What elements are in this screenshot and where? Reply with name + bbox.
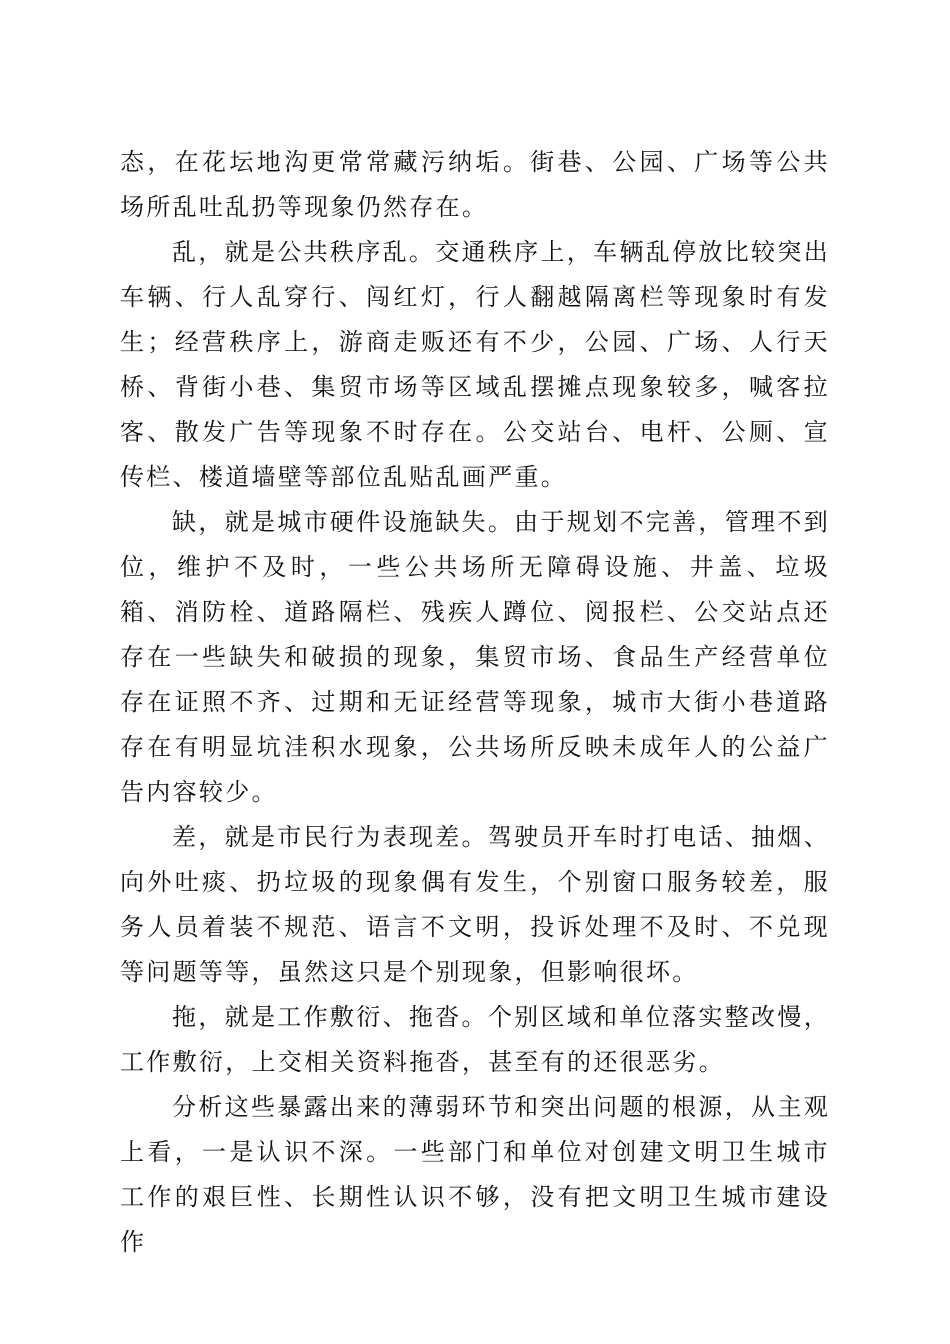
paragraph-luan: 乱，就是公共秩序乱。交通秩序上，车辆乱停放比较突出车辆、行人乱穿行、闯红灯，行人翻越隔离栏等现象时有发生；经营秩序上，游商走贩还有不少，公园、广场、人行天桥、背街小巷、集贸市场等区域乱摆摊点现象较多，喊客拉客、散发广告等现象不时存在。公交站台、电杆、公厕、宣传栏、楼道墙壁等部位乱贴乱画严重。 [120, 238, 830, 491]
paragraph-cha: 差，就是市民行为表现差。驾驶员开车时打电话、抽烟、向外吐痰、扔垃圾的现象偶有发生，个别窗口服务较差，服务人员着装不规范、语言不文明，投诉处理不及时、不兑现等问题等等，虽然这只是个别现象，但影响很坏。 [120, 823, 830, 986]
paragraph-continuation: 态，在花坛地沟更常常藏污纳垢。街巷、公园、广场等公共场所乱吐乱扔等现象仍然存在。 [120, 148, 830, 221]
paragraph-tuo: 拖，就是工作敷衍、拖沓。个别区域和单位落实整改慢，工作敷衍，上交相关资料拖沓，甚至有的还很恶劣。 [120, 1003, 830, 1076]
paragraph-analysis: 分析这些暴露出来的薄弱环节和突出问题的根源，从主观上看，一是认识不深。一些部门和单位对创建文明卫生城市工作的艰巨性、长期性认识不够，没有把文明卫生城市建设作 [120, 1093, 830, 1256]
paragraph-que: 缺，就是城市硬件设施缺失。由于规划不完善，管理不到位，维护不及时，一些公共场所无障碍设施、井盖、垃圾箱、消防栓、道路隔栏、残疾人蹲位、阅报栏、公交站点还存在一些缺失和破损的现象，集贸市场、食品生产经营单位存在证照不齐、过期和无证经营等现象，城市大街小巷道路存在有明显坑洼积水现象，公共场所反映未成年人的公益广告内容较少。 [120, 508, 830, 806]
document-body [120, 140, 830, 1265]
